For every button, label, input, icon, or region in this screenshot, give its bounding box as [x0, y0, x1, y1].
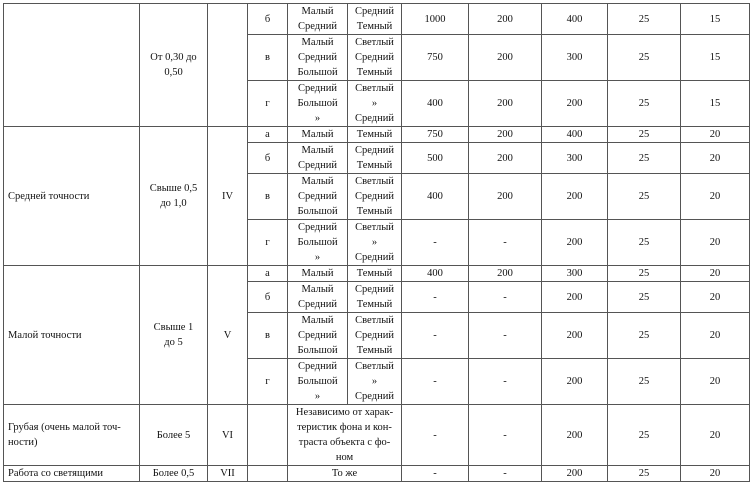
- value-cell: 25: [608, 313, 681, 359]
- value-cell: 20: [681, 174, 750, 220]
- contrast-cell: Малый Средний: [288, 282, 348, 313]
- value-cell: 200: [469, 127, 542, 143]
- object-size-cell: Свыше 1 до 5: [140, 266, 208, 405]
- value-cell: 300: [542, 266, 608, 282]
- value-cell: -: [469, 220, 542, 266]
- background-cell: Темный: [348, 127, 402, 143]
- object-size-cell: Более 5: [140, 405, 208, 466]
- value-cell: 200: [542, 81, 608, 127]
- value-cell: 400: [402, 266, 469, 282]
- work-category-cell: Грубая (очень малой точ- ности): [4, 405, 140, 466]
- value-cell: -: [402, 220, 469, 266]
- value-cell: 20: [681, 266, 750, 282]
- contrast-cell: Малый Средний Большой: [288, 174, 348, 220]
- contrast-cell: Малый Средний: [288, 4, 348, 35]
- contrast-cell: Малый: [288, 127, 348, 143]
- value-cell: 25: [608, 4, 681, 35]
- value-cell: 200: [469, 35, 542, 81]
- value-cell: -: [469, 282, 542, 313]
- lighting-norms-table: [3, 3, 750, 482]
- value-cell: -: [469, 359, 542, 405]
- value-cell: 500: [402, 143, 469, 174]
- contrast-cell: Средний Большой »: [288, 81, 348, 127]
- value-cell: -: [469, 466, 542, 482]
- value-cell: 20: [681, 359, 750, 405]
- value-cell: 200: [542, 405, 608, 466]
- background-cell: Светлый » Средний: [348, 220, 402, 266]
- value-cell: 300: [542, 143, 608, 174]
- value-cell: 400: [402, 174, 469, 220]
- work-level-cell: IV: [208, 127, 248, 266]
- value-cell: 750: [402, 127, 469, 143]
- background-cell: Светлый Средний Темный: [348, 35, 402, 81]
- table-row: [4, 4, 750, 35]
- value-cell: 20: [681, 220, 750, 266]
- contrast-cell: Малый Средний Большой: [288, 313, 348, 359]
- value-cell: 20: [681, 143, 750, 174]
- contrast-background-note-cell: То же: [288, 466, 402, 482]
- object-size-cell: Свыше 0,5 до 1,0: [140, 127, 208, 266]
- work-category-cell: [4, 4, 140, 127]
- work-level-cell: [208, 4, 248, 127]
- work-category-cell: Малой точности: [4, 266, 140, 405]
- value-cell: 25: [608, 266, 681, 282]
- value-cell: 25: [608, 405, 681, 466]
- background-cell: Средний Темный: [348, 4, 402, 35]
- sub-level-cell: в: [248, 35, 288, 81]
- value-cell: 200: [542, 359, 608, 405]
- value-cell: 15: [681, 81, 750, 127]
- work-level-cell: VI: [208, 405, 248, 466]
- value-cell: 200: [542, 174, 608, 220]
- table-row: [4, 466, 750, 482]
- value-cell: -: [402, 313, 469, 359]
- value-cell: 200: [469, 174, 542, 220]
- value-cell: -: [469, 405, 542, 466]
- contrast-cell: Малый Средний: [288, 143, 348, 174]
- sub-level-cell: а: [248, 127, 288, 143]
- value-cell: -: [402, 466, 469, 482]
- value-cell: -: [469, 313, 542, 359]
- sub-level-cell: г: [248, 359, 288, 405]
- sub-level-cell: а: [248, 266, 288, 282]
- table-row: [4, 127, 750, 143]
- sub-level-cell: в: [248, 313, 288, 359]
- value-cell: 200: [469, 81, 542, 127]
- contrast-cell: Малый: [288, 266, 348, 282]
- value-cell: 25: [608, 143, 681, 174]
- background-cell: Светлый Средний Темный: [348, 174, 402, 220]
- value-cell: 200: [542, 220, 608, 266]
- sub-level-cell: б: [248, 282, 288, 313]
- object-size-cell: От 0,30 до 0,50: [140, 4, 208, 127]
- value-cell: 15: [681, 4, 750, 35]
- value-cell: 25: [608, 282, 681, 313]
- background-cell: Светлый Средний Темный: [348, 313, 402, 359]
- value-cell: -: [402, 359, 469, 405]
- value-cell: 20: [681, 405, 750, 466]
- value-cell: 20: [681, 313, 750, 359]
- value-cell: 200: [469, 4, 542, 35]
- background-cell: Средний Темный: [348, 282, 402, 313]
- value-cell: 200: [542, 466, 608, 482]
- value-cell: 25: [608, 220, 681, 266]
- value-cell: 750: [402, 35, 469, 81]
- value-cell: 20: [681, 466, 750, 482]
- work-level-cell: VII: [208, 466, 248, 482]
- value-cell: 400: [542, 4, 608, 35]
- table-row: [4, 266, 750, 282]
- value-cell: 15: [681, 35, 750, 81]
- sub-level-cell: б: [248, 4, 288, 35]
- sub-level-cell: г: [248, 81, 288, 127]
- background-cell: Светлый » Средний: [348, 359, 402, 405]
- value-cell: 20: [681, 127, 750, 143]
- sub-level-cell: в: [248, 174, 288, 220]
- work-category-cell: Работа со светящими: [4, 466, 140, 482]
- value-cell: 25: [608, 81, 681, 127]
- background-cell: Средний Темный: [348, 143, 402, 174]
- contrast-cell: Средний Большой »: [288, 220, 348, 266]
- work-level-cell: V: [208, 266, 248, 405]
- contrast-cell: Средний Большой »: [288, 359, 348, 405]
- value-cell: 300: [542, 35, 608, 81]
- value-cell: 20: [681, 282, 750, 313]
- contrast-cell: Малый Средний Большой: [288, 35, 348, 81]
- value-cell: 400: [402, 81, 469, 127]
- sub-level-cell: б: [248, 143, 288, 174]
- object-size-cell: Более 0,5: [140, 466, 208, 482]
- value-cell: 25: [608, 35, 681, 81]
- background-cell: Светлый » Средний: [348, 81, 402, 127]
- work-category-cell: Средней точности: [4, 127, 140, 266]
- value-cell: 200: [542, 313, 608, 359]
- contrast-background-note-cell: Независимо от харак- теристик фона и кон- траста объекта с фо- ном: [288, 405, 402, 466]
- value-cell: 200: [542, 282, 608, 313]
- value-cell: 25: [608, 359, 681, 405]
- value-cell: -: [402, 282, 469, 313]
- value-cell: 1000: [402, 4, 469, 35]
- value-cell: 25: [608, 466, 681, 482]
- value-cell: 200: [469, 143, 542, 174]
- value-cell: 25: [608, 127, 681, 143]
- sub-level-cell: [248, 466, 288, 482]
- value-cell: 25: [608, 174, 681, 220]
- sub-level-cell: [248, 405, 288, 466]
- background-cell: Темный: [348, 266, 402, 282]
- value-cell: 200: [469, 266, 542, 282]
- table-row: [4, 405, 750, 466]
- value-cell: -: [402, 405, 469, 466]
- value-cell: 400: [542, 127, 608, 143]
- sub-level-cell: г: [248, 220, 288, 266]
